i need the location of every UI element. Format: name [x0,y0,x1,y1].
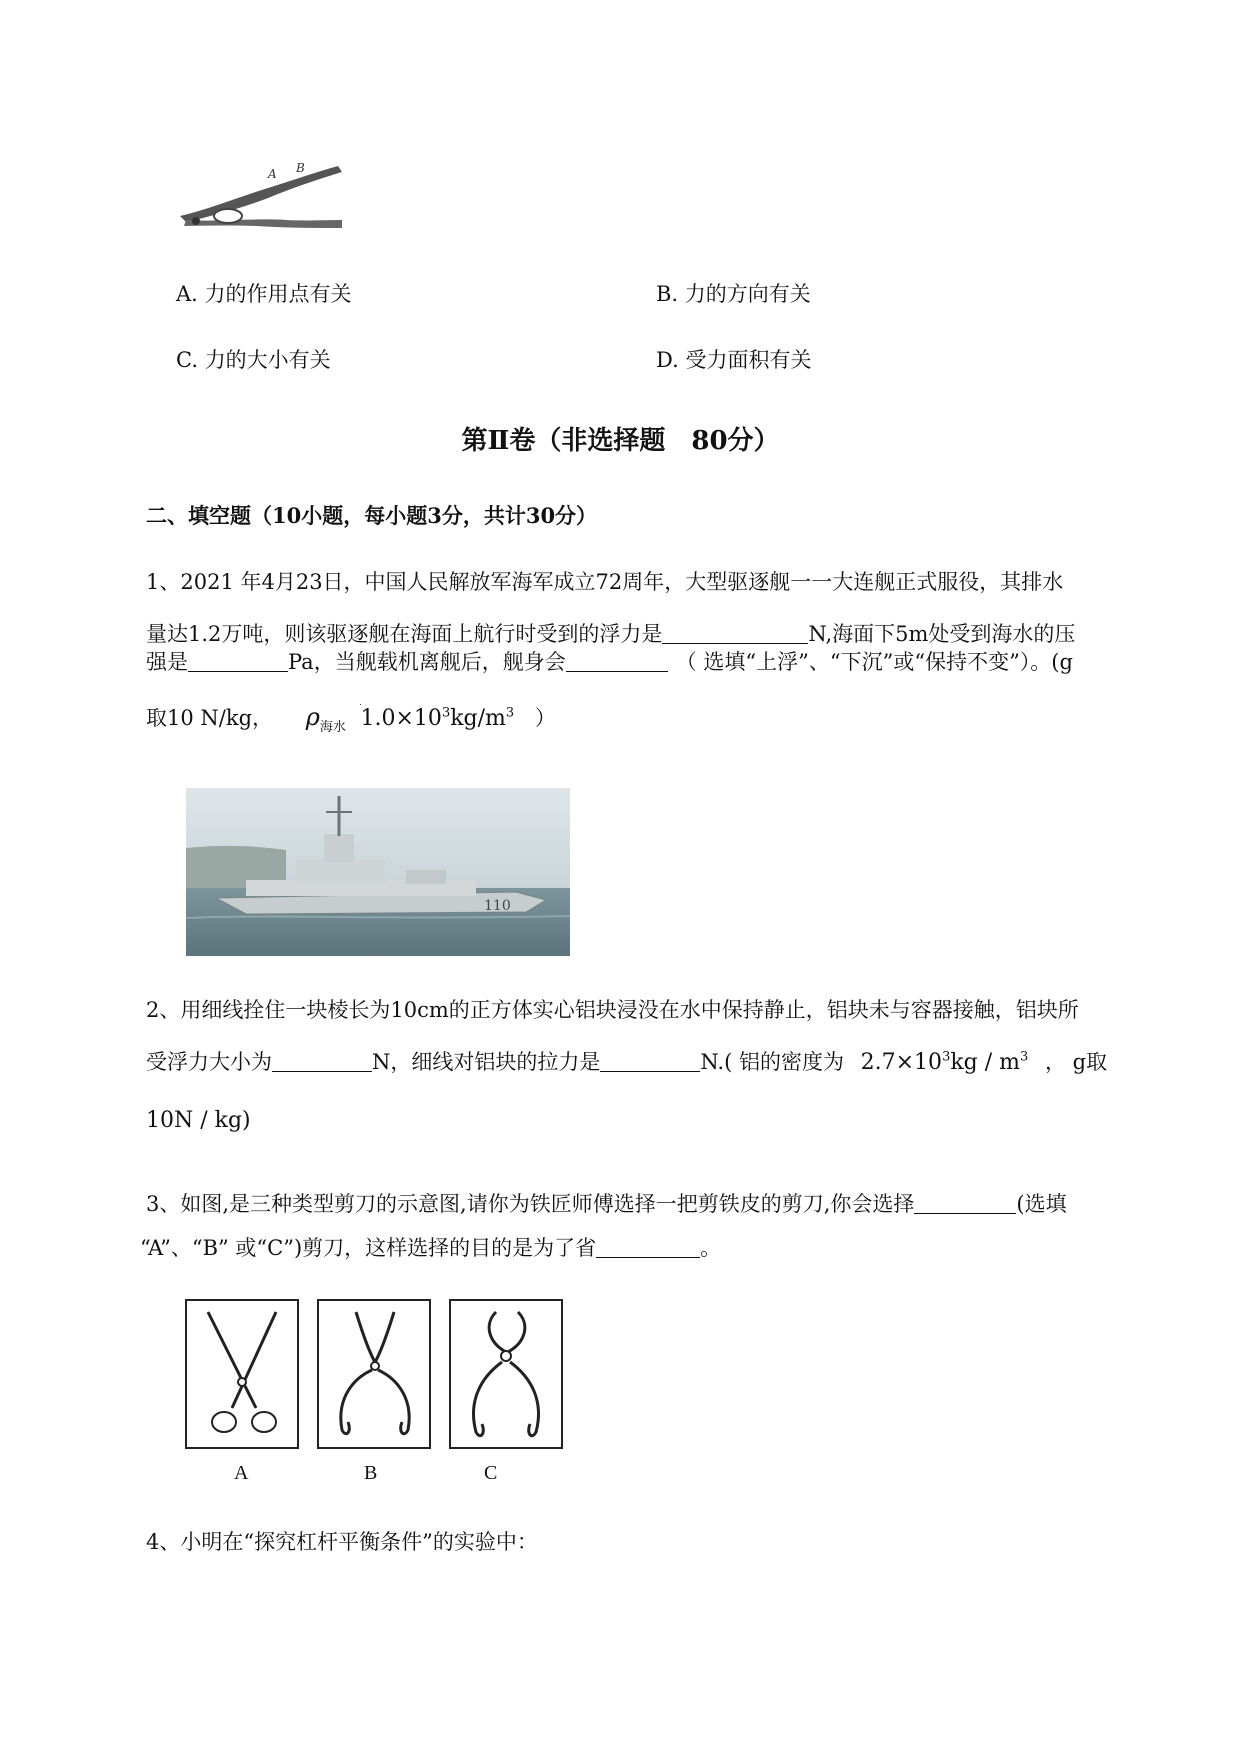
part-title: 二、填空题（10小题，每小题3分，共计30分） [146,503,598,528]
q1-text: （ 选填“上浮”、“下沉”或“保持不变”）。(g [675,650,1073,674]
rho-subscript: 海水 [319,720,346,735]
q1-text: Pa，当舰载机离舰后，舰身会 [288,650,566,674]
option-text: 受力面积有关 [685,348,812,372]
option-c[interactable] [176,344,331,374]
rho-symbol: ρ [305,703,320,731]
q3-text: 。 [700,1236,722,1260]
q2-blank-buoyancy[interactable] [272,1051,372,1072]
scissors-label-b: B [364,1462,378,1484]
q1-line1: 1、2021 年4月23日，中国人民解放军海军成立72周年，大型驱逐舰一一大连舰正式服役，其排水 [146,570,1064,594]
q1-text: 取10 N/kg， [146,706,274,730]
q1-blank-buoyancy[interactable] [662,623,808,644]
q3-text: 3、如图,是三种类型剪刀的示意图,请你为铁匠师傅选择一把剪铁皮的剪刀,你会选择 [146,1192,915,1216]
q3-line2 [140,1232,721,1262]
section-title: 第Ⅱ卷（非选择题 80分） [461,426,780,456]
figure-label-a: A [268,167,277,181]
q2-text: 受浮力大小为 [146,1050,272,1074]
q1-blank-pressure[interactable] [188,651,288,672]
q3-line1 [146,1188,1067,1218]
scissors-label-a: A [234,1462,249,1484]
q1-text: ） [534,706,556,730]
density-value [361,706,515,731]
q2-text: N.( 铝的密度为 [700,1050,844,1074]
density-unit-exponent: 3 [1020,1049,1029,1065]
q3-text: (选填 [1016,1192,1067,1216]
option-text: 力的方向有关 [684,282,811,306]
density-exponent: 3 [942,1049,951,1065]
q3-blank-purpose[interactable] [596,1237,700,1258]
q1-line2 [146,618,1075,648]
q1-blank-motion[interactable] [566,651,668,672]
q1-text: 量达1.2万吨，则该驱逐舰在海面上航行时受到的浮力是 [146,622,663,646]
destroyer-photo [186,788,570,956]
density-unit-exponent: 3 [505,705,515,721]
scissors-label-c: C [484,1462,498,1484]
option-b[interactable] [656,278,811,308]
q3-text: “A”、“B” 或“C”)剪刀，这样选择的目的是为了省 [140,1236,597,1260]
q2-text: N，细线对铝块的拉力是 [372,1050,601,1074]
nutcracker-figure [176,158,344,236]
q2-line2 [146,1046,1107,1076]
option-text: 力的作用点有关 [204,282,352,306]
option-letter: C. [176,348,198,372]
figure-label-b: B [296,161,305,175]
ship-number: 110 [484,898,511,914]
density-number: 2.7×10 [860,1050,943,1075]
q1-text: 强是 [146,650,188,674]
q2-line1: 2、用细线拴住一块棱长为10cm的正方体实心铝块浸没在水中保持静止，铝块未与容器接触，铝块所 [146,998,1079,1022]
option-d[interactable] [656,344,811,374]
density-unit: kg/m [450,706,506,731]
aluminum-density [861,1050,1029,1075]
option-letter: A. [176,282,198,306]
q1-line3 [146,646,1073,676]
q1-text: N,海面下5m处受到海水的压 [808,622,1076,646]
q2-text: ， g取 [1045,1050,1108,1074]
q3-blank-choice[interactable] [914,1193,1016,1214]
option-text: 力的大小有关 [204,348,331,372]
density-number: 1.0×10 [360,706,442,731]
option-a[interactable] [176,278,352,308]
q2-blank-tension[interactable] [600,1051,700,1072]
density-exponent: 3 [441,705,451,721]
q4-line1: 4、小明在“探究杠杆平衡条件”的实验中： [146,1530,538,1554]
q2-line3: 10N / kg) [146,1108,251,1133]
option-letter: D. [656,348,679,372]
q1-line4 [146,702,556,735]
density-unit: kg / m [950,1050,1021,1075]
scissors-figure [184,1298,564,1454]
option-letter: B. [656,282,679,306]
